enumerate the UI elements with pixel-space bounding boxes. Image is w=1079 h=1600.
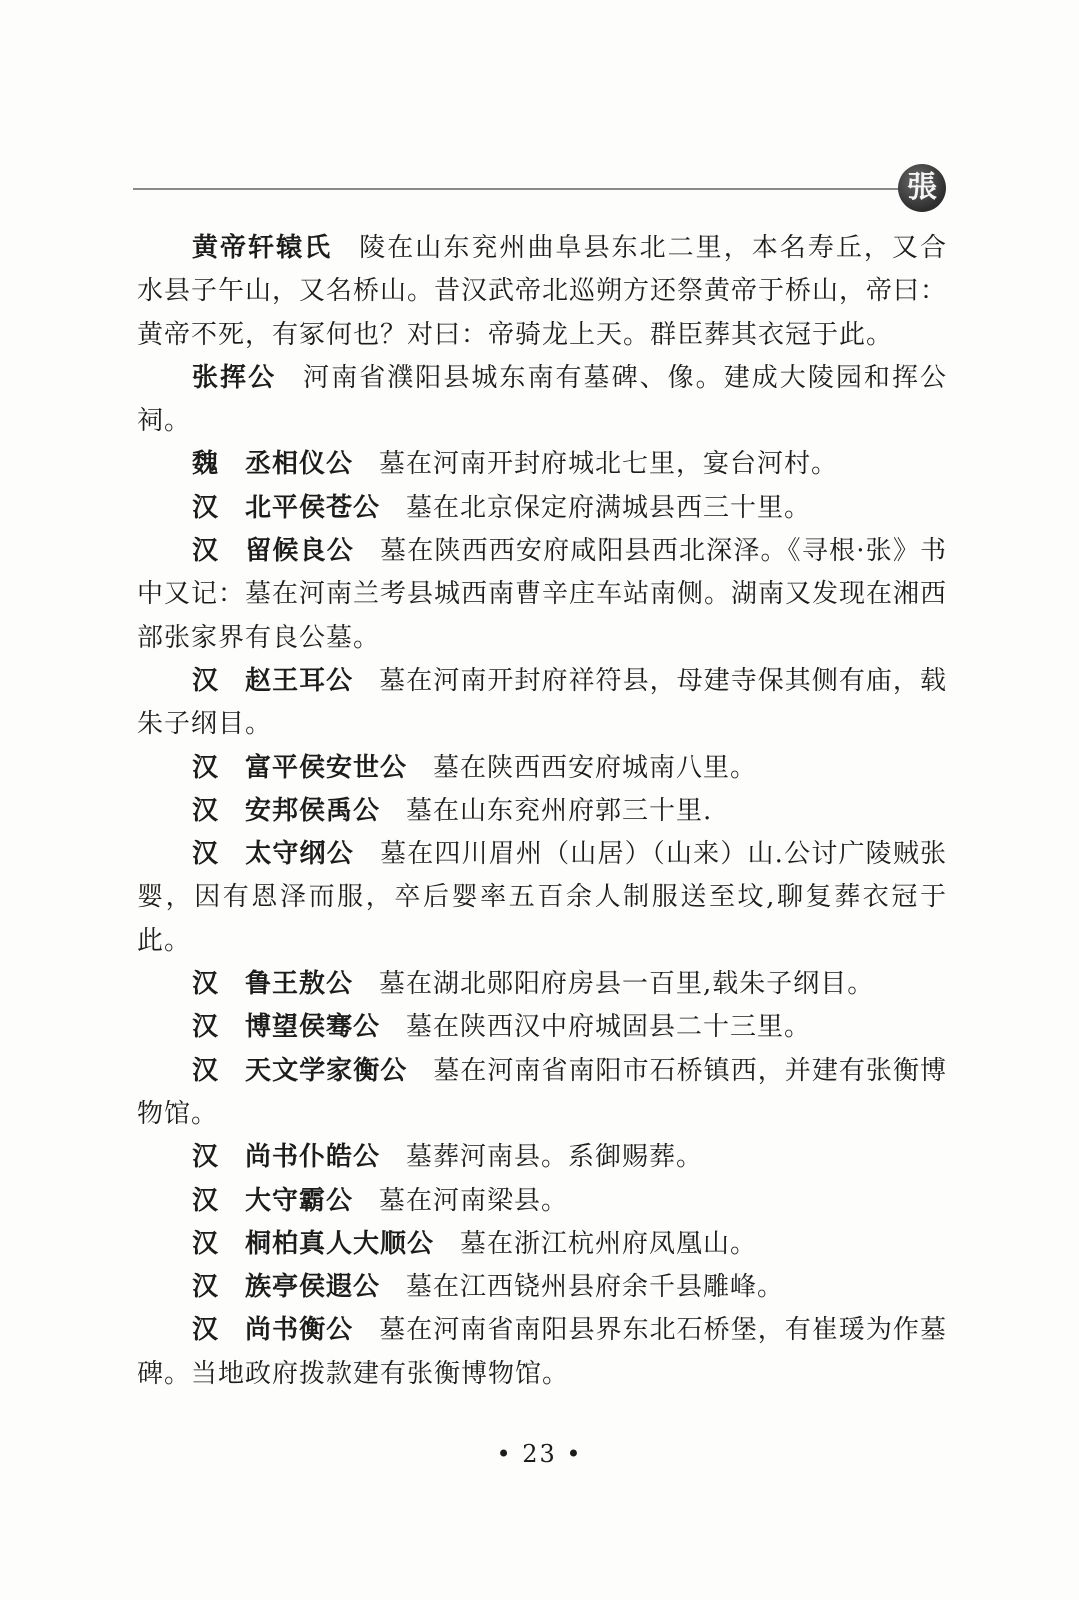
- entry-name: 博望侯骞公: [245, 1012, 381, 1043]
- entry-9: [137, 963, 947, 1006]
- entry-name: 鲁王敖公: [245, 969, 354, 1000]
- entry-text: 墓葬河南县。系御赐葬。: [406, 1142, 704, 1173]
- entry-text: 墓在江西铙州县府余千县雕峰。: [406, 1272, 785, 1303]
- entry-12: [137, 1136, 947, 1179]
- entry-5: [137, 660, 947, 747]
- entry-dynasty: 汉: [192, 665, 220, 696]
- header-rule: [133, 188, 903, 190]
- entry-text: 墓在北京保定府满城县西三十里。: [406, 492, 812, 523]
- entry-name: 太守纲公: [245, 839, 354, 870]
- entry-text: 墓在河南省南阳市石桥镇西，并建有张衡博物馆。: [137, 1055, 947, 1129]
- entry-dynasty: 魏: [192, 449, 220, 480]
- entry-dynasty: 汉: [192, 1272, 220, 1303]
- entry-name: 大守霸公: [245, 1185, 354, 1216]
- entry-text: 墓在河南省南阳县界东北石桥堡，有崔瑗为作墓碑。当地政府拨款建有张衡博物馆。: [137, 1315, 947, 1389]
- entry-16: [137, 1309, 947, 1396]
- entry-dynasty: 汉: [192, 839, 220, 870]
- entry-3: [137, 487, 947, 530]
- entry-text: 墓在浙江杭州府凤凰山。: [460, 1228, 758, 1259]
- entry-text: 墓在湖北郧阳府房县一百里,载朱子纲目。: [379, 969, 875, 1000]
- entry-dynasty: 汉: [192, 1228, 220, 1259]
- entry-dynasty: 汉: [192, 795, 220, 826]
- entry-dynasty: 汉: [192, 536, 220, 567]
- entry-name: 张挥公: [192, 362, 277, 393]
- entry-name: 尚书衡公: [245, 1315, 354, 1346]
- entry-dynasty: 汉: [192, 752, 220, 783]
- entry-text: 墓在河南开封府祥符县，母建寺保其侧有庙，载朱子纲目。: [137, 665, 947, 740]
- entry-text: 墓在河南梁县。: [379, 1185, 569, 1216]
- entry-dynasty: 汉: [192, 1055, 220, 1086]
- entry-name: 尚书仆皓公: [245, 1142, 381, 1173]
- tomb-record-list: [137, 227, 947, 1396]
- entry-text: 墓在四川眉州（山居）（山来）山.公讨广陵贼张婴，因有恩泽而服，卒后婴率五百余人制服送至坟,聊复葬衣冠于此。: [137, 839, 947, 956]
- entry-name: 桐柏真人大顺公: [245, 1228, 435, 1259]
- entry-dynasty: 汉: [192, 1012, 220, 1043]
- surname-seal-icon: 張: [898, 164, 946, 212]
- entry-15: [137, 1266, 947, 1309]
- entry-text: 陵在山东兖州曲阜县东北二里，本名寿丘，又合水县子午山，又名桥山。昔汉武帝北巡朔方还祭黄帝于桥山，帝曰：黄帝不死，有冢何也？对曰：帝骑龙上天。群臣葬其衣冠于此。: [137, 233, 948, 350]
- entry-name: 安邦侯禹公: [245, 795, 381, 826]
- entry-8: [137, 833, 947, 963]
- entry-name: 天文学家衡公: [245, 1055, 408, 1086]
- entry-text: 河南省濮阳县城东南有墓碑、像。建成大陵园和挥公祠。: [137, 362, 947, 437]
- entry-text: 墓在河南开封府城北七里，宴台河村。: [379, 449, 839, 480]
- entry-text: 墓在陕西西安府城南八里。: [433, 752, 758, 783]
- entry-2: [137, 443, 947, 486]
- entry-6: [137, 747, 947, 790]
- entry-dynasty: 汉: [192, 1142, 220, 1173]
- entry-name: 富平侯安世公: [245, 752, 408, 783]
- entry-4: [137, 530, 947, 660]
- entry-text: 墓在陕西西安府咸阳县西北深泽。《寻根·张》书中又记：墓在河南兰考县城西南曹辛庄车站南侧。湖南又发现在湘西部张家界有良公墓。: [137, 536, 948, 653]
- entry-dynasty: 汉: [192, 1185, 220, 1216]
- entry-name: 黄帝轩辕氏: [192, 233, 333, 263]
- entry-zhanghui: [137, 357, 947, 444]
- entry-name: 族亭侯遐公: [245, 1272, 381, 1303]
- entry-dynasty: 汉: [192, 492, 220, 523]
- entry-text: 墓在陕西汉中府城固县二十三里。: [406, 1012, 812, 1043]
- entry-name: 丞相仪公: [245, 449, 354, 480]
- entry-name: 赵王耳公: [245, 665, 354, 696]
- entry-13: [137, 1180, 947, 1223]
- entry-dynasty: 汉: [192, 969, 220, 1000]
- entry-huangdi: [137, 227, 947, 357]
- entry-10: [137, 1006, 947, 1049]
- entry-14: [137, 1223, 947, 1266]
- entry-11: [137, 1050, 947, 1137]
- entry-name: 北平侯苍公: [245, 492, 381, 523]
- entry-text: 墓在山东兖州府郭三十里.: [406, 795, 713, 826]
- page-number: • 23 •: [496, 1440, 583, 1468]
- entry-dynasty: 汉: [192, 1315, 220, 1346]
- entry-name: 留候良公: [245, 536, 354, 567]
- entry-7: [137, 790, 947, 833]
